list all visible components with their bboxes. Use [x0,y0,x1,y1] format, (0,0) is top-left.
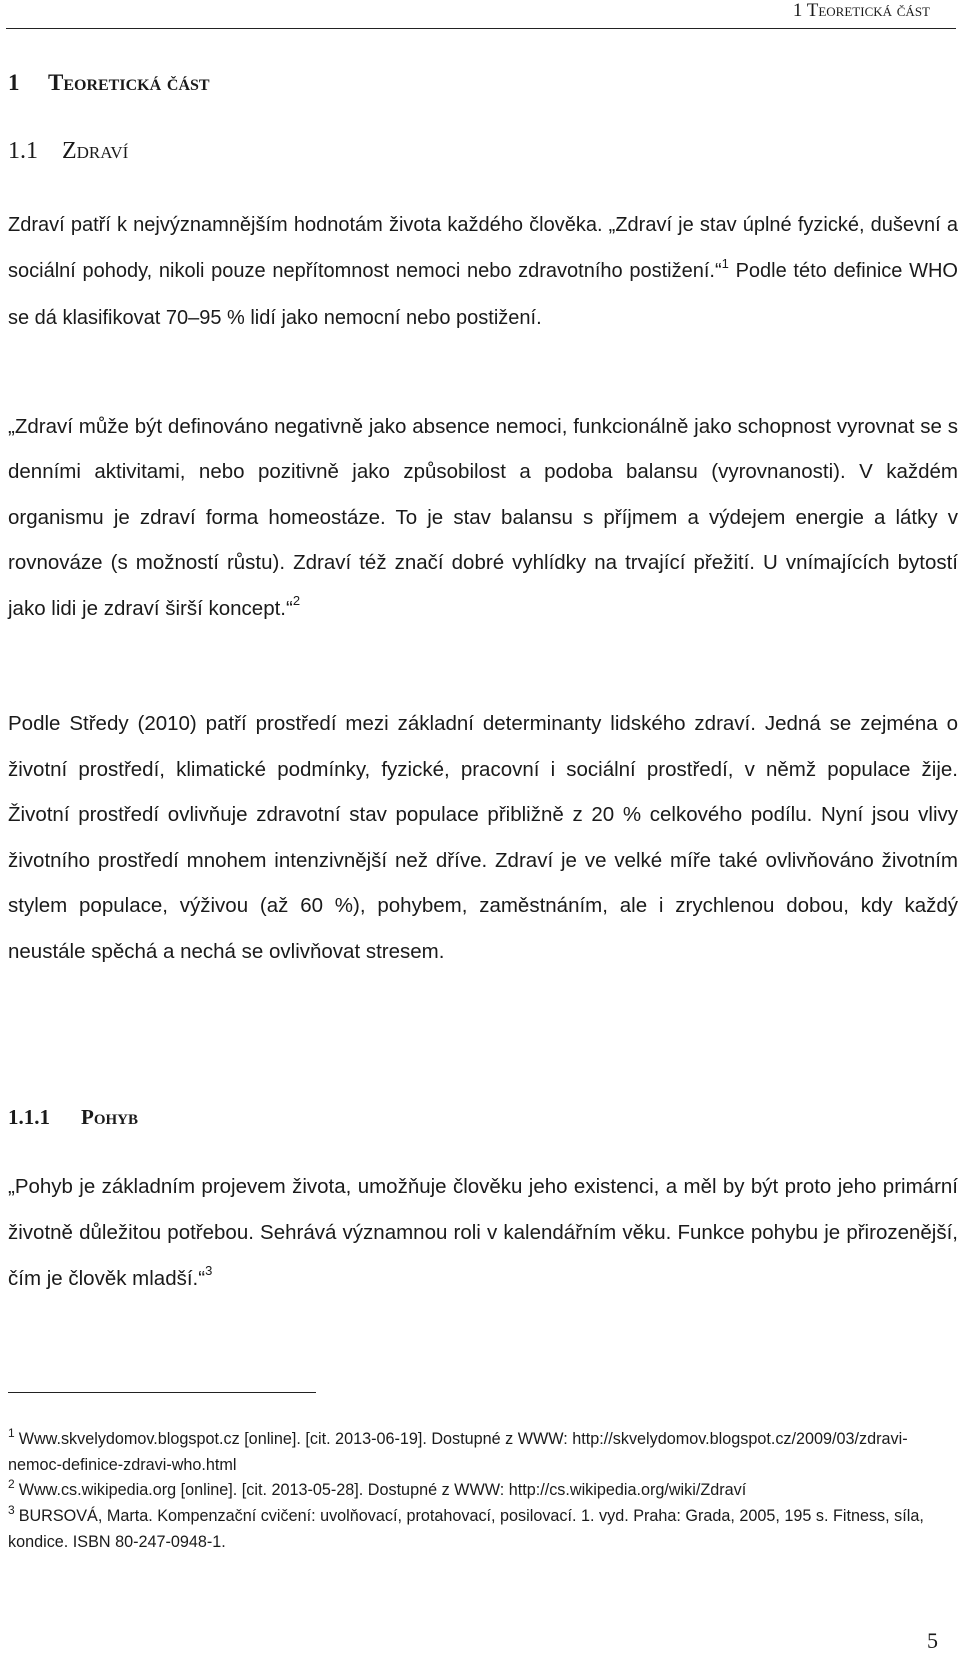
chapter-heading [8,70,210,96]
footnote-text: BURSOVÁ, Marta. Kompenzační cvičení: uvolňovací, protahovací, posilovací. 1. vyd. Praha: Grada, 2005, 195 s. Fitness, síla, kondice. ISBN 80-247-0948-1. [8,1507,924,1551]
footnote-1 [8,1427,958,1478]
footnotes [8,1427,958,1555]
subsection-title: Pohyb [81,1105,138,1129]
footnote-mark: 2 [8,1477,15,1491]
page-number: 5 [927,1628,938,1653]
paragraph-health-quote [8,404,958,631]
paragraph-text: „Zdraví může být definováno negativně jako absence nemoci, funkcionálně jako schopnost vyrovnat se s denními aktivitami, nebo pozitivně jako způsobilost a podoba balansu (vyrovnanosti). V každém organismu je zdraví forma homeostáze. To je stav balansu s příjmem a výdejem energie a látky v rovnováze (s možností růstu). Zdraví též značí dobré vyhlídky na trvající přežití. U vnímajících bytostí jako lidi je zdraví širší koncept.“ [8,415,958,620]
paragraph-text: Zdraví patří k nejvýznamnějším hodnotám života každého člověka. „Zdraví je stav úplné fyzické, duševní a sociální pohody, nikoli pouze nepřítomnost nemoci nebo zdravotního postižení.“ [8,214,958,283]
section-title: Zdraví [62,138,129,164]
chapter-title: Teoretická část [48,70,210,95]
paragraph-movement-quote [8,1164,958,1302]
footnote-text: Www.skvelydomov.blogspot.cz [online]. [cit. 2013-06-19]. Dostupné z WWW: http://skvelydomov.blogspot.cz/2009/03/zdravi-nemoc-definice-zdravi-who.html [8,1430,908,1474]
footnote-text: Www.cs.wikipedia.org [online]. [cit. 2013-05-28]. Dostupné z WWW: http://cs.wikipedia.org/wiki/Zdraví [18,1481,747,1499]
paragraph-health-definition [8,202,958,341]
section-heading [8,138,128,165]
footnote-ref-1[interactable]: 1 [721,255,729,271]
paragraph-text: Podle Středy (2010) patří prostředí mezi základní determinanty lidského zdraví. Jedná se zejména o životní prostředí, klimatické podmínky, fyzické, pracovní i sociální prostředí, v němž populace žije. Životní prostředí ovlivňuje zdravotní stav populace přibližně z 20 % celkového podílu. Nyní jsou vlivy životního prostředí mnohem intenzivnější než dříve. Zdraví je ve velké míře také ovlivňováno životním stylem populace, výživou (až 60 %), pohybem, zaměstnáním, ale i zrychlenou dobou, kdy každý neustále spěchá a nechá se ovlivňovat stresem. [8,712,958,963]
footnote-mark: 3 [8,1503,15,1517]
paragraph-text: „Pohyb je základním projevem života, umožňuje člověku jeho existenci, a měl by být proto jeho primární životně důležitou potřebou. Sehrává významnou roli v kalendářním věku. Funkce pohybu je přirozenější, čím je člověk mladší.“ [8,1175,958,1290]
running-header: 1 Teoretická část [792,0,930,21]
section-number: 1.1 [8,138,38,164]
paragraph-environment [8,701,958,974]
footnote-ref-2[interactable]: 2 [292,592,301,608]
footnote-ref-3[interactable]: 3 [205,1263,213,1279]
paragraph-text-continued: Podle této definice WHO se dá klasifikovat 70–95 % lidí jako nemocní nebo postižení. [8,260,958,329]
subsection-heading [8,1105,138,1130]
footnote-separator [8,1392,316,1393]
subsection-number: 1.1.1 [8,1105,50,1129]
header-rule [6,28,956,29]
chapter-number: 1 [8,70,20,95]
footnote-mark: 1 [8,1426,15,1440]
footnote-2 [8,1478,958,1504]
footnote-3 [8,1504,958,1555]
